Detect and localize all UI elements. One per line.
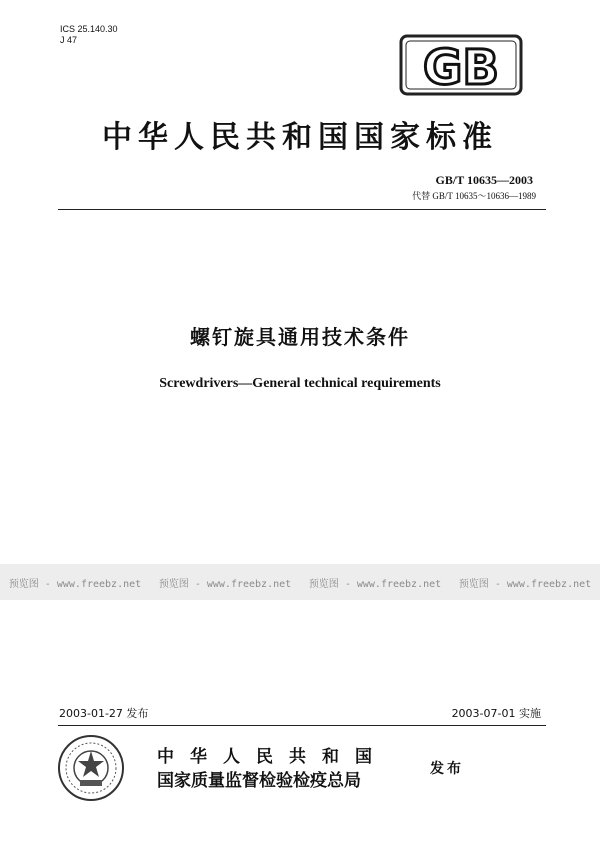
watermark-band xyxy=(0,564,600,600)
watermark-text: 预览图 - www.freebz.net xyxy=(458,578,592,590)
implementation-date: 2003-07-01 实施 xyxy=(451,707,541,720)
standard-number: GB/T 10635—2003 xyxy=(435,173,533,187)
publish-label: 发布 xyxy=(430,761,464,777)
watermark-text: 预览图 - www.freebz.net xyxy=(8,578,142,590)
ics-code: ICS 25.140.30 xyxy=(60,24,118,34)
issue-date: 2003-01-27 发布 xyxy=(59,707,149,720)
english-title: Screwdrivers—General technical requirements xyxy=(159,376,441,391)
top-divider xyxy=(58,209,546,210)
replaces-standard: 代替 GB/T 10635～10636—1989 xyxy=(412,191,536,201)
bottom-divider xyxy=(58,725,546,726)
national-standard-title: 中华人民共和国国家标准 xyxy=(102,120,498,155)
watermark-text: 预览图 - www.freebz.net xyxy=(308,578,442,590)
chinese-title: 螺钉旋具通用技术条件 xyxy=(190,325,410,349)
publisher-agency: 国家质量监督检验检疫总局 xyxy=(157,771,361,791)
gb-logo-icon xyxy=(399,33,523,97)
ccs-code: J 47 xyxy=(60,35,78,45)
logo-text: GB xyxy=(423,40,499,96)
classification-codes xyxy=(60,24,118,46)
national-emblem-icon xyxy=(56,733,126,803)
publisher-country: 中华人民共和国 xyxy=(157,747,388,767)
watermark-text: 预览图 - www.freebz.net xyxy=(158,578,292,590)
